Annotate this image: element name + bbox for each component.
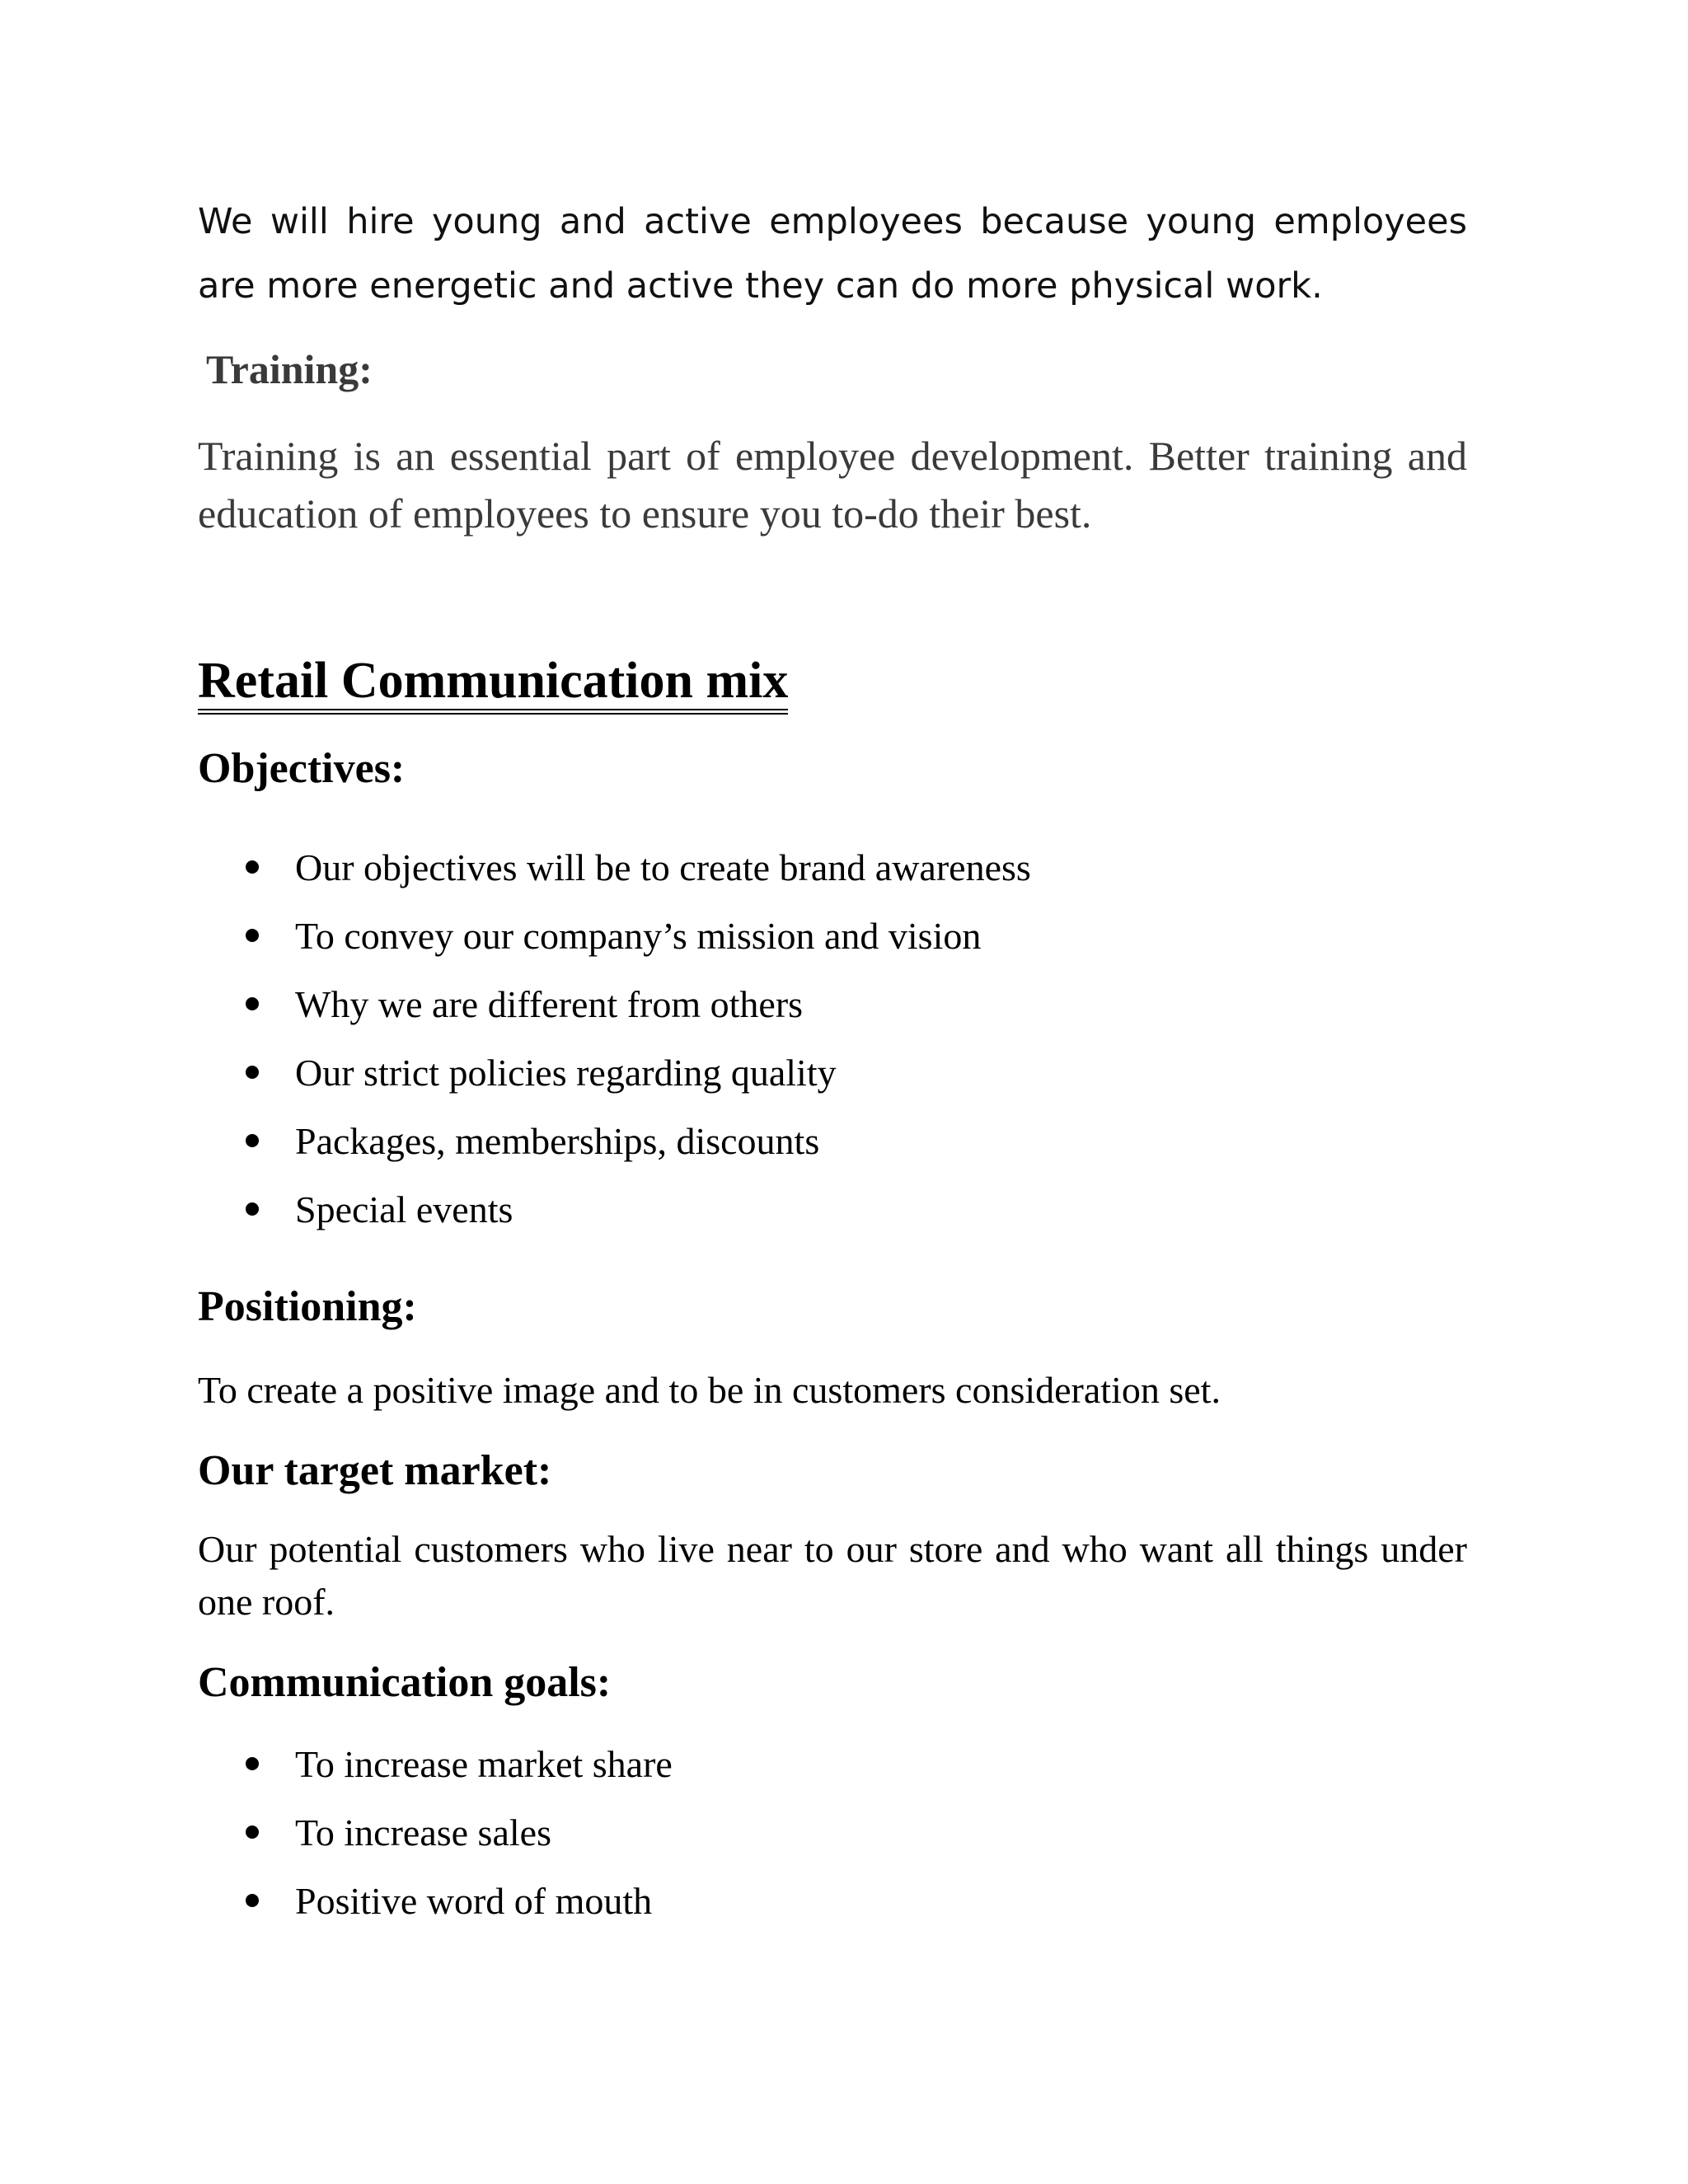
list-item	[198, 979, 1467, 1047]
list-item-text: Our objectives will be to create brand awareness	[295, 846, 1031, 888]
bullet-icon	[246, 997, 259, 1010]
list-item	[198, 1876, 1467, 1944]
list-item	[198, 1807, 1467, 1876]
bullet-icon	[246, 1757, 259, 1770]
bullet-icon	[246, 1894, 259, 1907]
target-market-text: Our potential customers who live near to our store and who want all things under one roof.	[198, 1528, 1467, 1623]
list-item-text: To increase market share	[295, 1743, 673, 1785]
bullet-icon	[246, 1825, 259, 1839]
list-item	[198, 1184, 1467, 1253]
bullet-icon	[246, 1066, 259, 1079]
list-item	[198, 911, 1467, 979]
bullet-icon	[246, 860, 259, 874]
objectives-list	[198, 842, 1467, 1253]
list-item-text: To convey our company’s mission and vision	[295, 915, 982, 957]
communication-goals-list	[198, 1739, 1467, 1944]
list-item	[198, 1047, 1467, 1116]
bullet-icon	[246, 1134, 259, 1147]
positioning-heading: Positioning:	[198, 1283, 417, 1330]
list-item-text: Special events	[295, 1188, 513, 1230]
list-item-text: To increase sales	[295, 1811, 551, 1854]
list-item	[198, 842, 1467, 911]
bullet-icon	[246, 929, 259, 942]
objectives-heading: Objectives:	[198, 745, 406, 792]
training-paragraph: Training is an essential part of employee development. Better training and education of employees to ensure you to-do their best.	[198, 433, 1467, 537]
intro-paragraph: We will hire young and active employees because young employees are more energetic and active they can do more physical work.	[198, 201, 1467, 307]
list-item	[198, 1116, 1467, 1184]
list-item-text: Our strict policies regarding quality	[295, 1052, 837, 1094]
list-item-text: Why we are different from others	[295, 983, 804, 1025]
communication-goals-heading: Communication goals:	[198, 1659, 612, 1706]
list-item	[198, 1739, 1467, 1807]
section-title-text: Retail Communication mix	[198, 654, 788, 715]
positioning-text: To create a positive image and to be in customers consideration set.	[198, 1369, 1221, 1411]
list-item-text: Positive word of mouth	[295, 1880, 653, 1922]
bullet-icon	[246, 1202, 259, 1216]
target-market-heading: Our target market:	[198, 1447, 552, 1494]
list-item-text: Packages, memberships, discounts	[295, 1120, 820, 1162]
section-title	[198, 651, 1467, 715]
training-heading: Training:	[206, 346, 373, 392]
